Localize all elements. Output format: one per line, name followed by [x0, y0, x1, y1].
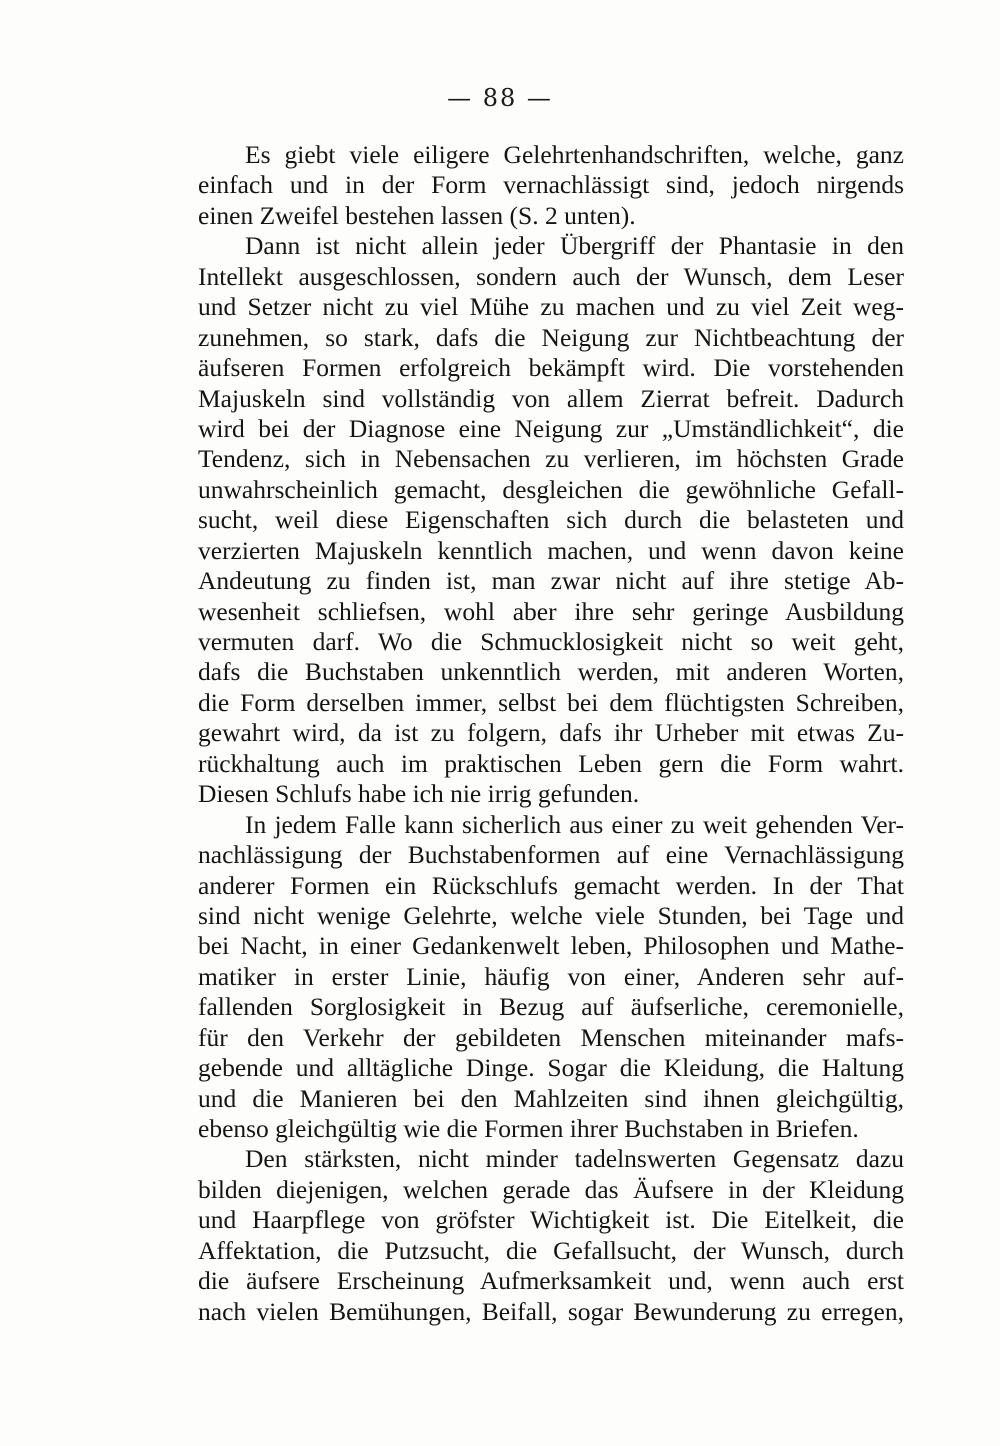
- text-line: sucht, weil diese Eigenschaften sich durch die belasteten und: [198, 505, 904, 535]
- text-line: wesenheit schliefsen, wohl aber ihre sehr geringe Ausbildung: [198, 596, 904, 626]
- text-line: und Haarpflege von gröfster Wichtigkeit ist. Die Eitelkeit, die: [198, 1205, 904, 1235]
- text-line: matiker in erster Linie, häufig von einer, Anderen sehr auf-: [198, 961, 904, 991]
- text-line: Majuskeln sind vollständig von allem Zierrat befreit. Dadurch: [198, 383, 904, 413]
- text-line: nach vielen Bemühungen, Beifall, sogar Bewunderung zu erregen,: [198, 1296, 904, 1326]
- text-line: für den Verkehr der gebildeten Menschen miteinander mafs-: [198, 1022, 904, 1052]
- text-line: wird bei der Diagnose eine Neigung zur „Umständlichkeit“, die: [198, 413, 904, 443]
- text-line: vermuten darf. Wo die Schmucklosigkeit nicht so weit geht,: [198, 627, 904, 656]
- text-line: die äufsere Erscheinung Aufmerksamkeit und, wenn auch erst: [198, 1266, 904, 1296]
- text-line: und die Manieren bei den Mahlzeiten sind ihnen gleichgültig,: [198, 1083, 904, 1113]
- text-line: Affektation, die Putzsucht, die Gefallsucht, der Wunsch, durch: [198, 1235, 904, 1265]
- text-line: rückhaltung auch im praktischen Leben gern die Form wahrt.: [198, 748, 904, 778]
- text-line: sind nicht wenige Gelehrte, welche viele Stunden, bei Tage und: [198, 900, 904, 930]
- text-line: Andeutung zu finden ist, man zwar nicht auf ihre stetige Ab-: [198, 566, 904, 596]
- text-line: fallenden Sorglosigkeit in Bezug auf äufserliche, ceremonielle,: [198, 992, 904, 1022]
- page-number: — 88 —: [447, 84, 553, 112]
- text-line: zunehmen, so stark, dafs die Neigung zur Nichtbeachtung der: [198, 322, 904, 352]
- text-line: Dann ist nicht allein jeder Übergriff der Phantasie in den: [245, 231, 904, 261]
- text-line: Es giebt viele eiligere Gelehrtenhandschriften, welche, ganz: [245, 140, 904, 169]
- text-line: nachlässigung der Buchstabenformen auf eine Vernachlässigung: [198, 840, 904, 870]
- text-line: dafs die Buchstaben unkenntlich werden, mit anderen Worten,: [198, 657, 904, 687]
- text-line: verzierten Majuskeln kenntlich machen, und wenn davon keine: [198, 535, 904, 565]
- text-line: Den stärksten, nicht minder tadelnswerten Gegensatz dazu: [245, 1144, 904, 1174]
- text-line: ebenso gleichgültig wie die Formen ihrer Buchstaben in Briefen.: [198, 1114, 859, 1143]
- text-line: einfach und in der Form vernachlässigt sind, jedoch nirgends: [198, 170, 904, 200]
- text-line: In jedem Falle kann sicherlich aus einer zu weit gehenden Ver-: [245, 809, 904, 839]
- text-line: die Form derselben immer, selbst bei dem flüchtigsten Schreiben,: [198, 687, 904, 717]
- text-line: Diesen Schlufs habe ich nie irrig gefunden.: [198, 779, 640, 809]
- text-line: Tendenz, sich in Nebensachen zu verlieren, im höchsten Grade: [198, 444, 904, 474]
- text-line: und Setzer nicht zu viel Mühe zu machen und zu viel Zeit weg-: [198, 292, 904, 322]
- text-line: Intellekt ausgeschlossen, sondern auch der Wunsch, dem Leser: [198, 261, 904, 291]
- text-line: gebende und alltägliche Dinge. Sogar die Kleidung, die Haltung: [198, 1053, 904, 1083]
- text-line: gewahrt wird, da ist zu folgern, dafs ihr Urheber mit etwas Zu-: [198, 718, 904, 748]
- text-line: unwahrscheinlich gemacht, desgleichen die gewöhnliche Gefall-: [198, 474, 904, 504]
- text-line: anderer Formen ein Rückschlufs gemacht werden. In der That: [198, 870, 904, 900]
- body-text: [198, 140, 904, 1327]
- text-line: bei Nacht, in einer Gedankenwelt leben, Philosophen und Mathe-: [198, 931, 904, 961]
- text-line: einen Zweifel bestehen lassen (S. 2 unten).: [198, 200, 636, 230]
- text-line: bilden diejenigen, welchen gerade das Äufsere in der Kleidung: [198, 1174, 904, 1204]
- text-line: äufseren Formen erfolgreich bekämpft wird. Die vorstehenden: [198, 353, 904, 383]
